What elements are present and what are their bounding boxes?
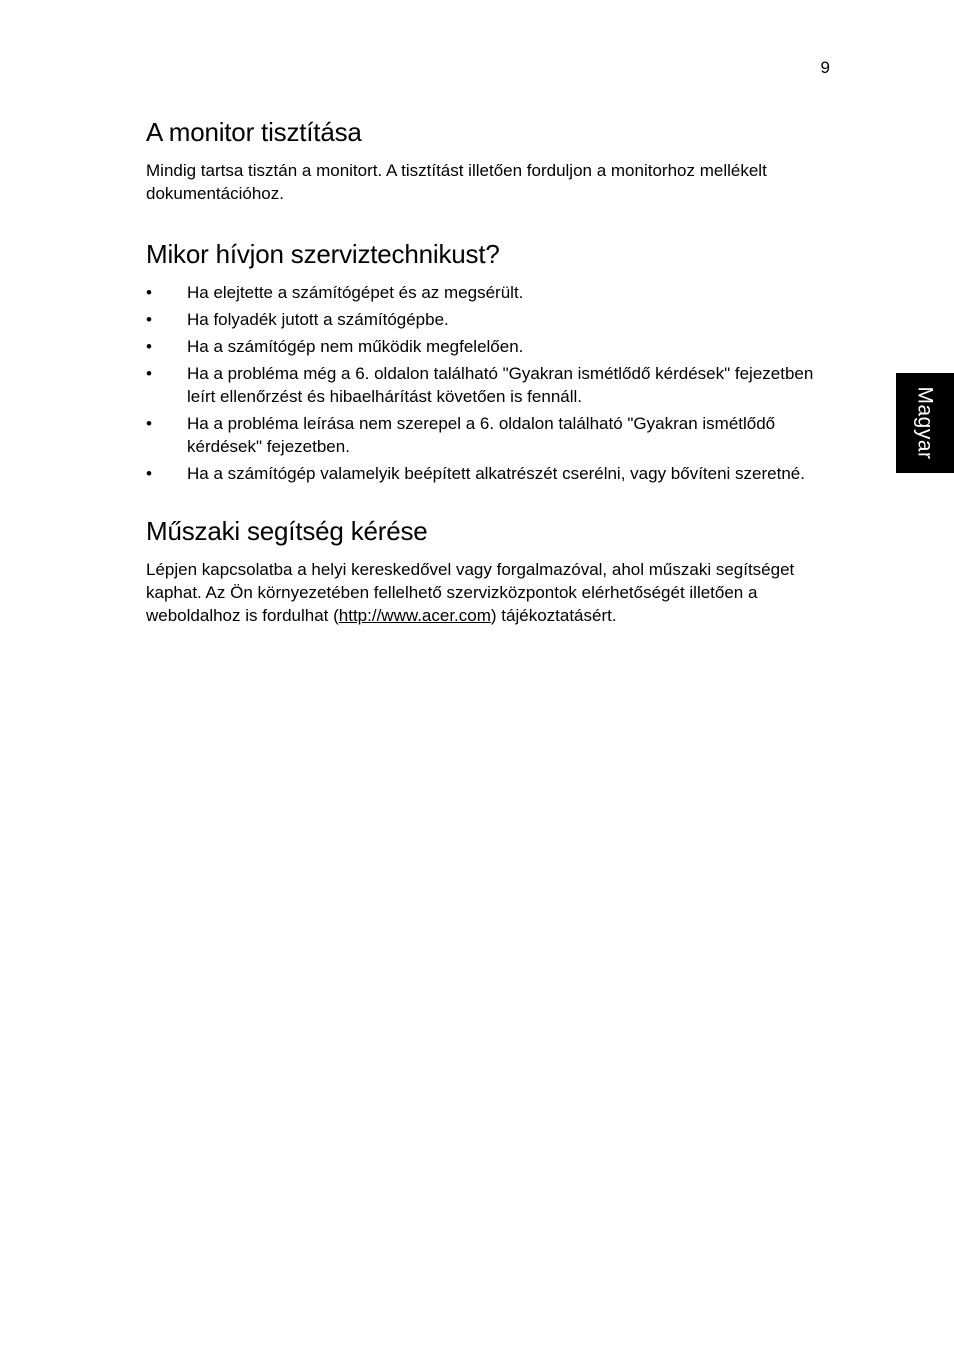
list-item-text: Ha elejtette a számítógépet és az megsérült. — [187, 283, 524, 302]
list-item — [146, 281, 836, 304]
list-item-text: Ha a probléma még a 6. oldalon található "Gyakran ismétlődő kérdések" fejezetben leírt ellenőrzést és hibaelhárítást követően is fennáll. — [187, 364, 814, 406]
page-content — [146, 117, 836, 661]
section-heading: A monitor tisztítása — [146, 117, 362, 147]
section-paragraph: Mindig tartsa tisztán a monitort. A tisztítást illetően forduljon a monitorhoz mellékelt dokumentációhoz. — [146, 161, 767, 203]
bullet-icon: • — [146, 337, 152, 356]
list-item-text: Ha a probléma leírása nem szerepel a 6. oldalon található "Gyakran ismétlődő kérdések" fejezetben. — [187, 414, 776, 456]
bullet-list — [146, 281, 836, 485]
bullet-icon: • — [146, 464, 152, 483]
bullet-icon: • — [146, 310, 152, 329]
list-item-text: Ha a számítógép nem működik megfelelően. — [187, 337, 524, 356]
section-monitor-cleaning — [146, 117, 836, 205]
acer-website-link[interactable]: http://www.acer.com — [338, 606, 491, 625]
page-number: 9 — [820, 58, 830, 77]
section-technical-assistance — [146, 516, 836, 627]
paragraph-text-before-link: Lépjen kapcsolatba a helyi kereskedővel vagy forgalmazóval, ahol műszaki segítséget kaphat. Az Ön környezetében fellelhető szervizközpontok elérhetőségét illetően a weboldalhoz is fordulhat ( — [146, 560, 795, 625]
paragraph-text-after-link: ) tájékoztatásért. — [490, 606, 617, 625]
language-tab-label: Magyar — [914, 386, 937, 460]
list-item — [146, 412, 836, 458]
list-item — [146, 362, 836, 408]
list-item-text: Ha folyadék jutott a számítógépbe. — [187, 310, 449, 329]
bullet-icon: • — [146, 283, 152, 302]
bullet-icon: • — [146, 364, 152, 383]
section-paragraph — [146, 558, 836, 627]
list-item — [146, 335, 836, 358]
section-when-to-call-technician — [146, 239, 836, 485]
section-heading: Műszaki segítség kérése — [146, 516, 428, 546]
list-item — [146, 462, 836, 485]
list-item-text: Ha a számítógép valamelyik beépített alkatrészét cserélni, vagy bővíteni szeretné. — [187, 464, 805, 483]
language-tab — [896, 373, 954, 473]
bullet-icon: • — [146, 414, 152, 433]
list-item — [146, 308, 836, 331]
section-heading: Mikor hívjon szerviztechnikust? — [146, 239, 500, 269]
